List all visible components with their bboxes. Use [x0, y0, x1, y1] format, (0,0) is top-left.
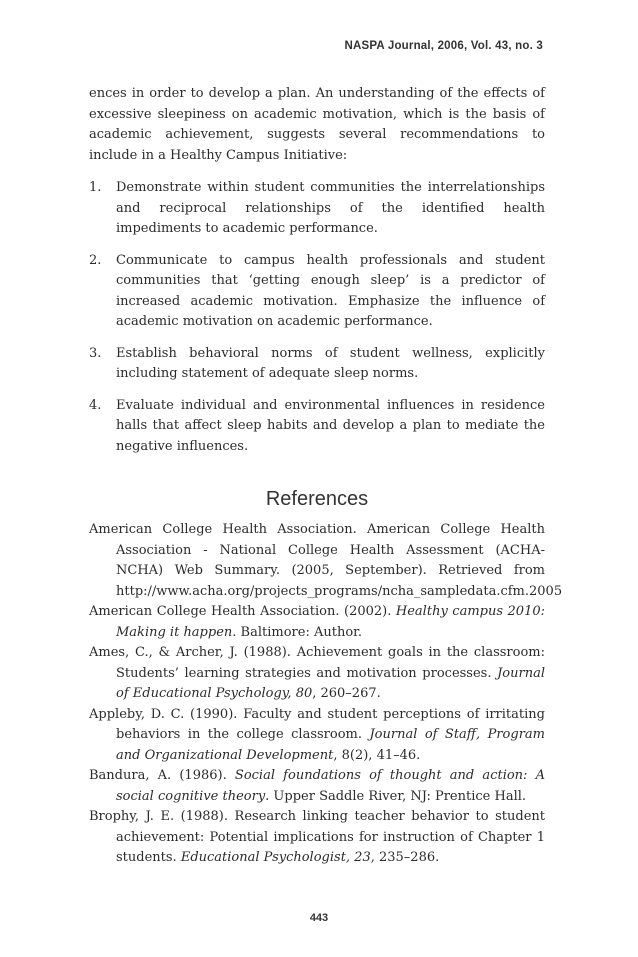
page-number: 443	[309, 912, 329, 924]
reference-title: Healthy campus 2010: Making it happen	[116, 604, 545, 640]
reference-text: . Upper Saddle River, NJ: Prentice Hall.	[265, 788, 527, 804]
reference-title: Educational Psychologist, 23	[180, 850, 371, 865]
body-text	[89, 84, 563, 869]
running-head: NASPA Journal, 2006, Vol. 43, no. 3	[344, 40, 543, 52]
reference-text: Brophy, J. E. (1988). Research linking teacher behavior to student achievement: Potential implications for instruction of Chapter 1 students.	[89, 809, 545, 865]
reference-title: Journal of Staff, Program and Organizational Development	[116, 727, 545, 763]
recommendation-number: 4.	[89, 397, 102, 413]
recommendation-item	[89, 344, 545, 385]
recommendation-text: Evaluate individual and environmental influences in residence halls that affect sleep habits and develop a plan to mediate the negative influences.	[116, 397, 545, 454]
references-heading: References	[265, 488, 369, 510]
recommendation-number: 2.	[89, 252, 102, 268]
reference-text: Appleby, D. C. (1990). Faculty and student perceptions of irritating behaviors in the college classroom.	[89, 706, 545, 742]
recommendation-text: Establish behavioral norms of student wellness, explicitly including statement of adequate sleep norms.	[116, 345, 545, 381]
reference-entry	[89, 643, 545, 705]
intro-paragraph: ences in order to develop a plan. An understanding of the effects of excessive sleepiness on academic motivation, which is the basis of academic achievement, suggests several recommendations to include in a Healthy Campus Initiative:	[89, 86, 545, 163]
reference-entry	[89, 807, 545, 869]
reference-text: American College Health Association. (2002).	[89, 604, 396, 619]
reference-text: , 8(2), 41–46.	[333, 747, 421, 763]
recommendation-list	[89, 178, 545, 457]
reference-text: Bandura, A. (1986).	[89, 768, 235, 783]
reference-entry	[89, 602, 545, 643]
reference-entry	[89, 766, 545, 807]
reference-text: , 260–267.	[312, 686, 381, 701]
reference-list	[89, 520, 563, 869]
reference-entry	[89, 520, 563, 602]
reference-entry	[89, 705, 545, 767]
reference-text: American College Health Association. American College Health Association - National College Health Assessment (ACHA-NCHA) Web Summary. (2005, September). Retrieved from http://www.acha.org/projects_programs/ncha_sampledata.cfm.2005	[89, 522, 563, 599]
reference-text: Ames, C., & Archer, J. (1988). Achievement goals in the classroom: Students’ learning strategies and motivation processes.	[89, 645, 545, 681]
recommendation-text: Communicate to campus health professionals and student communities that ‘getting enough sleep’ is a predictor of increased academic motivation. Emphasize the influence of academic motivation on academic performance.	[116, 252, 545, 329]
reference-text: . Baltimore: Author.	[232, 624, 363, 640]
recommendation-item	[89, 251, 545, 333]
recommendation-text: Demonstrate within student communities the interrelationships and reciprocal relationships of the identified health impediments to academic performance.	[116, 180, 545, 236]
reference-title: Journal of Educational Psychology, 80	[116, 665, 545, 701]
recommendation-item	[89, 396, 545, 458]
recommendation-number: 1.	[89, 180, 102, 195]
reference-text: , 235–286.	[370, 850, 440, 865]
recommendation-item	[89, 178, 545, 240]
reference-title: Social foundations of thought and action: A social cognitive theory	[116, 768, 546, 804]
recommendation-number: 3.	[89, 345, 102, 361]
